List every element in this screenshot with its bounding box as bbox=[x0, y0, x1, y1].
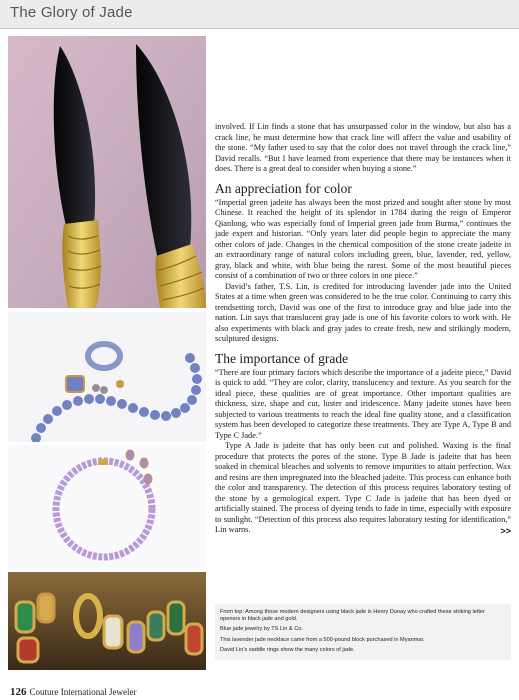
running-title: The Glory of Jade bbox=[10, 4, 133, 21]
photo-column bbox=[8, 36, 206, 676]
blue-jade-illustration bbox=[8, 312, 206, 442]
caption-saddle-rings: David Lin’s saddle rings show the many colors of jade. bbox=[220, 646, 355, 653]
subheading-color: An appreciation for color bbox=[215, 180, 352, 196]
caption-letter-openers: From top: Among those modern designers using black jade is Henry Dunay who crafted these striking letter openers in black jade and gold. bbox=[220, 609, 485, 623]
left-gold-handle bbox=[62, 220, 100, 308]
page-number: 126 bbox=[10, 686, 27, 698]
publication-name: Couture International Jeweler bbox=[29, 687, 137, 697]
square-pendant bbox=[66, 376, 84, 392]
paragraph-imperial-green: “Imperial green jadeite has always been the most prized and sought after stone by most Chinese. It reached the height of its splendor in 1784 during the reign of Emperor Qianlong, who was especially fond of Imperial green jade from Burma,” continues the jade expert and historian. “Only years later did people begin to appreciate the many other colors of jade. Changes in the chemical composition of the stone create jadeite in an extraordinary range of natural colors including green, blue, lavender, red, yellow, gray, black and white, with blue being the rarest. Some of the most beautiful pieces consist of a combination of two or three colors in one piece.” bbox=[215, 197, 511, 280]
letter-openers-illustration bbox=[8, 36, 206, 308]
caption-blue-jade: Blue jade jewelry by TS Lin & Co. bbox=[220, 626, 303, 633]
black-jade-letter-openers-photo bbox=[8, 36, 206, 308]
blue-jade-jewelry-photo bbox=[8, 312, 206, 442]
article-body bbox=[215, 122, 511, 536]
continued-marker: >> bbox=[500, 525, 511, 536]
lavender-jade-necklace-photo bbox=[8, 445, 206, 569]
paragraph-jade-types: Type A Jade is jadeite that has only been cut and polished. Waxing is the final procedure that protects the pores of the stone. Type B Jade is jadeite that has been soaked in chemical bleaches and solvents to remove impurities to attain perfection. Wax and resins are then impregnated into the bleached jadeite. This process can enhance both the color and transparency. The detection of this process requires laboratory testing of the stone by a gemological expert. Type C Jade is jadeite that has been dyed or artificially stained. The process of dyeing tends to fade in time, especially with exposure to sunlight. “Detection of this process also requires laboratory testing for identification,” Lin warns. bbox=[215, 441, 511, 534]
paragraph-primary-factors: “There are four primary factors which describe the importance of a jadeite piece,” David is quick to add. “They are color, clarity, translucency and texture. As you search for the ideal piece, these qualities are of great importance. Other important qualities are thickness, size, shape and cut, luster and iridescence. Many jadeite stones have been subjected to various treatments to reach the ideal fine quality stone, and a classification system has been developed to categorize these treatments. They are Type A, Type B and Type C Jade.” bbox=[215, 367, 511, 440]
paragraph-lavender-jade: David’s father, T.S. Lin, is credited for introducing lavender jade into the United States at a time when green was considered to be the true color. Continuing to carry this trendsetting torch, David was one of the first to introduce gray and blue jade into the nation. Lin says that translucent gray jade is one of his favorite colors to work with. He also experiments with black and gray jades to create fresh, new and strikingly modern, sculptured designs. bbox=[215, 281, 511, 343]
page-header bbox=[0, 0, 519, 29]
subheading-grade: The importance of grade bbox=[215, 350, 349, 366]
lavender-necklace-illustration bbox=[8, 445, 206, 569]
saddle-rings-illustration bbox=[8, 572, 206, 670]
saddle-rings-photo bbox=[8, 572, 206, 670]
caption-lavender-necklace: This lavender jade necklace came from a 500-pound block purchased in Myanmar. bbox=[220, 636, 425, 643]
photo-captions bbox=[215, 604, 511, 660]
paragraph-continued: involved. If Lin finds a stone that has unsurpassed color in the window, but also has a crack line, he must determine how that crack line will affect the value and usability of the stone. “My father used to say that the color does not travel through the crack line,” David recalls. “But I have learned from experience that there may be instances when it does. There is a great deal to consider when buying a stone.” bbox=[215, 122, 511, 173]
page-footer bbox=[10, 686, 136, 698]
